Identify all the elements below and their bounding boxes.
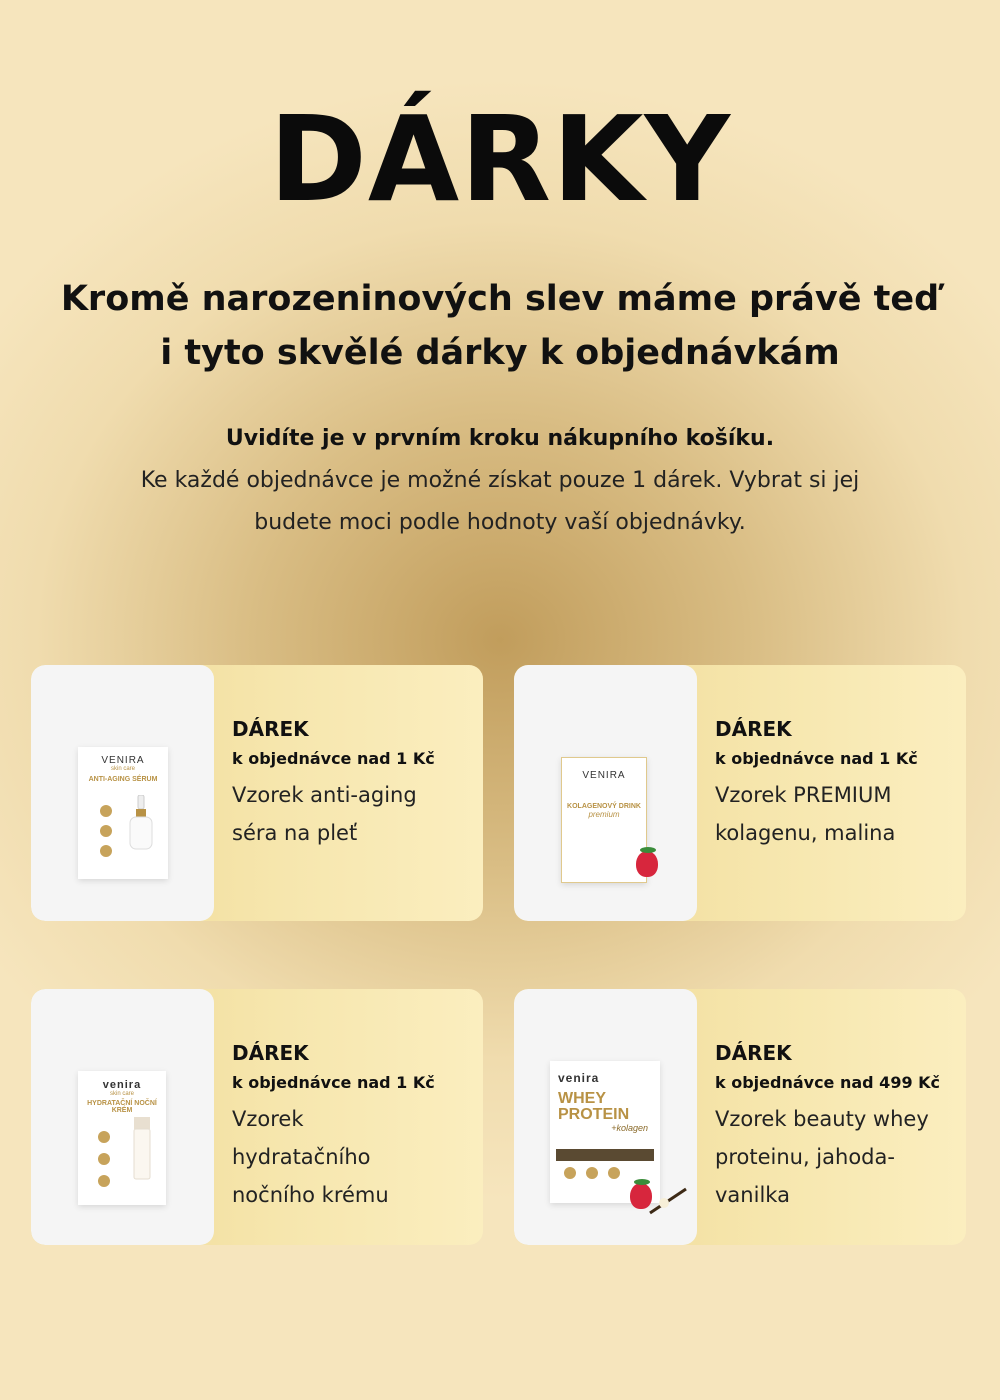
info-text (80, 418, 920, 544)
whey-nutrition-bar (556, 1149, 654, 1161)
gift-label: DÁREK (715, 717, 792, 741)
cream-sachet (78, 1071, 166, 1205)
gift-description (715, 776, 955, 852)
collagen-sub: premium (588, 810, 620, 819)
feature-dot (564, 1167, 576, 1179)
feature-dot (98, 1131, 110, 1143)
collagen-brand: VENIRA (582, 770, 626, 781)
whey-name-2: PROTEIN (558, 1106, 630, 1123)
desc-line: proteinu, jahoda- (715, 1145, 895, 1169)
desc-line: Vzorek (232, 1107, 304, 1131)
desc-line: hydratačního (232, 1145, 371, 1169)
feature-dot (100, 825, 112, 837)
gift-card-serum[interactable] (31, 665, 483, 921)
gift-label: DÁREK (715, 1041, 792, 1065)
feature-dot (586, 1167, 598, 1179)
serum-sachet (78, 747, 168, 879)
feature-dot (98, 1175, 110, 1187)
info-line-1: Ke každé objednávce je možné získat pouze 1 dárek. Vybrat si jej (140, 468, 860, 493)
vanilla-icon (648, 1185, 688, 1215)
page-title: DÁRKY (268, 90, 732, 228)
gift-condition: k objednávce nad 1 Kč (715, 749, 918, 768)
serum-line: skin care (110, 766, 135, 772)
gift-description (232, 1100, 472, 1214)
gift-condition: k objednávce nad 1 Kč (232, 749, 435, 768)
whey-name-1: WHEY (558, 1090, 606, 1107)
gift-description (715, 1100, 955, 1214)
gift-card-collagen[interactable] (514, 665, 966, 921)
feature-dot (100, 805, 112, 817)
info-line-2: budete moci podle hodnoty vaší objednávky. (254, 510, 746, 535)
desc-line: Vzorek beauty whey (715, 1107, 929, 1131)
gift-card-whey-protein[interactable] (514, 989, 966, 1245)
cream-brand: venira (102, 1079, 142, 1091)
collagen-name: KOLAGENOVÝ DRINK (567, 803, 641, 810)
gift-description (232, 776, 472, 852)
desc-line: Vzorek anti-aging (232, 783, 417, 807)
product-image-whey (514, 989, 697, 1245)
feature-dot (100, 845, 112, 857)
desc-line: kolagenu, malina (715, 821, 896, 845)
feature-dot (98, 1153, 110, 1165)
gift-card-night-cream[interactable] (31, 989, 483, 1245)
subtitle-line-1: Kromě narozeninových slev máme právě teď (60, 279, 940, 319)
gift-card-text (232, 1041, 472, 1214)
desc-line: nočního krému (232, 1183, 389, 1207)
raspberry-icon (636, 851, 658, 877)
cream-name: HYDRATAČNÍ NOČNÍ KRÉM (87, 1100, 157, 1114)
product-image-night-cream (31, 989, 214, 1245)
gift-label: DÁREK (232, 1041, 309, 1065)
gift-card-text (715, 1041, 955, 1214)
desc-line: vanilka (715, 1183, 790, 1207)
gift-card-text (715, 717, 955, 852)
desc-line: séra na pleť (232, 821, 358, 845)
info-strong: Uvidíte je v prvním kroku nákupního košíku. (225, 426, 775, 451)
gift-label: DÁREK (232, 717, 309, 741)
gift-condition: k objednávce nad 1 Kč (232, 1073, 435, 1092)
page-subtitle (60, 272, 940, 380)
gift-condition: k objednávce nad 499 Kč (715, 1073, 941, 1092)
desc-line: Vzorek PREMIUM (715, 783, 892, 807)
leaf-icon (640, 847, 656, 853)
cream-line: skin care (109, 1091, 134, 1097)
collagen-sachet (561, 757, 647, 883)
serum-brand: VENIRA (101, 755, 145, 766)
whey-sub: +kolagen (611, 1123, 648, 1133)
feature-dot (608, 1167, 620, 1179)
serum-bottle-icon (128, 795, 154, 851)
serum-name: ANTI-AGING SÉRUM (88, 776, 158, 783)
product-image-collagen (514, 665, 697, 921)
product-image-serum (31, 665, 214, 921)
gift-card-text (232, 717, 472, 852)
whey-brand: venira (558, 1071, 600, 1085)
subtitle-line-2: i tyto skvělé dárky k objednávkám (160, 333, 840, 373)
cream-tube-icon (132, 1117, 152, 1181)
